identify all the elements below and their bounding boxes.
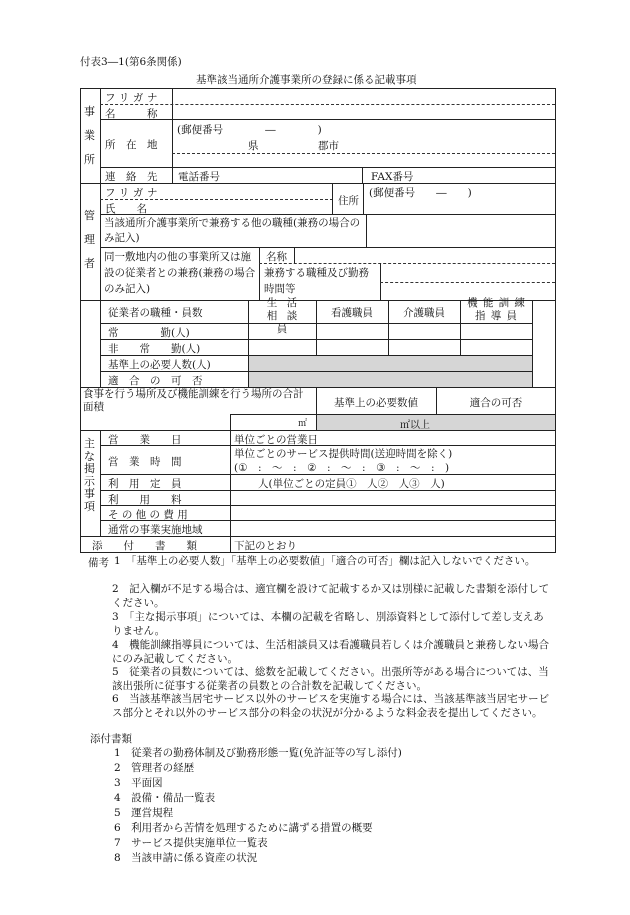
keiji-jikan-line2: (① : 〜 : ② : 〜 : ③ : 〜 : ) xyxy=(234,462,450,474)
jigyosho-furigana-label: フリガナ xyxy=(105,92,162,104)
jigyosho-fax-label: FAX番号 xyxy=(371,171,414,183)
keiji-ryokin-label: 利 用 料 xyxy=(108,494,182,506)
keiji-sonota-label: そ の 他 の 費 用 xyxy=(108,509,188,521)
keiji-eigyobi-value: 単位ごとの営業日 xyxy=(234,434,318,446)
section-keiji: 主な掲示事項 xyxy=(84,437,95,513)
area-unit-m2-ijo: ㎡以上 xyxy=(400,420,430,431)
keiji-eigyobi-label: 営 業 日 xyxy=(108,434,182,446)
area-kijun-label: 基準上の必要数値 xyxy=(334,397,418,409)
remark-item: 1 「基準上の必要人数」「基準上の必要数値」「適合の可否」欄は記入しないでください。 xyxy=(114,555,536,567)
staff-col-kinou: 機能訓練指導員 xyxy=(467,297,531,322)
remarks-label: 備考 xyxy=(88,557,109,569)
kanrisha-name-label: 氏 名 xyxy=(105,203,147,215)
kanrisha-other-question: 同一敷地内の他の事業所又は施設の従業者との兼務(兼務の場合のみ記入) xyxy=(104,251,256,295)
keiji-teiin-value: 人(単位ごとの定員① 人② 人③ 人) xyxy=(258,478,445,490)
staff-header: 従業者の職種・員数 xyxy=(108,307,203,319)
form-title: 基準該当通所介護事業所の登録に係る記載事項 xyxy=(196,74,417,86)
jigyosho-contact-label: 連 絡 先 xyxy=(105,171,158,183)
attachment-item: 5 運営規程 xyxy=(114,807,174,819)
attachments-label: 添付書類 xyxy=(90,733,132,745)
keiji-tenpu-label: 添 付 書 類 xyxy=(92,540,197,552)
attachment-item: 3 平面図 xyxy=(114,777,163,789)
remark-item: 3 「主な掲示事項」については、本欄の記載を省略し、別添資料として添付して差し支えありません。 xyxy=(112,611,544,637)
attachment-item: 1 従業者の勤務体制及び勤務形態一覧(免許証等の写し添付) xyxy=(114,747,402,759)
area-tekigo-label: 適合の可否 xyxy=(469,397,523,409)
keiji-chiiki-label: 通常の事業実施地域 xyxy=(108,524,203,536)
kanrisha-kenmu-shokushu-label: 兼務する職種及び勤務時間等 xyxy=(264,267,369,295)
form-reference: 付表3―1(第6条関係) xyxy=(80,56,182,68)
kanrisha-postal: (郵便番号 ― ) xyxy=(369,187,472,199)
section-jigyosho: 事業所 xyxy=(84,105,95,166)
section-kanrisha: 管理者 xyxy=(84,209,95,270)
kanrisha-jusho-label: 住所 xyxy=(338,195,359,207)
staff-row-jokin: 常 勤(人) xyxy=(108,327,190,339)
keiji-jikan-line1: 単位ごとのサービス提供時間(送迎時間を除く) xyxy=(234,448,453,460)
kanrisha-kenmu-question: 当該通所介護事業所で兼務する他の職種(兼務の場合のみ記入) xyxy=(104,217,361,244)
keiji-tenpu-value: 下記のとおり xyxy=(234,540,297,552)
jigyosho-gunshi: 郡市 xyxy=(318,140,339,152)
staff-row-tekigo: 適 合 の 可 否 xyxy=(108,375,203,387)
staff-col-kaigo: 介護職員 xyxy=(403,307,445,319)
attachment-item: 4 設備・備品一覧表 xyxy=(114,792,216,804)
attachment-item: 6 利用者から苦情を処理するために講ずる措置の概要 xyxy=(114,822,373,834)
remark-item: 6 当該基準該当居宅サービス以外のサービスを実施する場合には、当該基準該当居宅サービス部分とそれ以外のサービス部分の料金の状況が分かるような料金表を提出してください。 xyxy=(112,693,550,719)
jigyosho-tel-label: 電話番号 xyxy=(178,171,220,183)
kanrisha-meisho-label: 名称 xyxy=(266,251,287,263)
jigyosho-ken: 県 xyxy=(248,140,259,152)
staff-row-hijokin: 非 常 勤(人) xyxy=(108,343,201,355)
staff-col-kango: 看護職員 xyxy=(331,307,373,319)
attachment-item: 2 管理者の経歴 xyxy=(114,762,195,774)
jigyosho-postal: (郵便番号 ― ) xyxy=(177,124,322,136)
remark-item: 2 記入欄が不足する場合は、適宜欄を設けて記載するか又は別様に記載した書類を添付してください。 xyxy=(112,583,550,609)
staff-col-seikatsu: 生活相談員 xyxy=(266,297,307,335)
remark-item: 5 従業者の員数については、総数を記載してください。出張所等がある場合については、当該出張所に従事する従業者の員数との合計数を記載してください。 xyxy=(112,666,549,692)
keiji-eigyojikan-label: 営 業 時 間 xyxy=(108,456,182,468)
jigyosho-address-label: 所 在 地 xyxy=(105,139,158,151)
staff-row-kijun: 基準上の必要人数(人) xyxy=(108,359,211,371)
attachment-item: 8 当該申請に係る資産の状況 xyxy=(114,852,258,864)
area-unit-m2: ㎡ xyxy=(298,419,308,429)
keiji-teiin-label: 利 用 定 員 xyxy=(108,478,182,490)
area-label: 食事を行う場所及び機能訓練を行う場所の合計面積 xyxy=(83,388,304,413)
attachment-item: 7 サービス提供実施単位一覧表 xyxy=(114,837,268,849)
kanrisha-furigana-label: フリガナ xyxy=(105,187,162,199)
jigyosho-name-label: 名 称 xyxy=(105,108,158,120)
remark-item: 4 機能訓練指導員については、生活相談員又は看護職員若しくは介護職員と兼務しない場合にのみ記載してください。 xyxy=(112,639,549,665)
